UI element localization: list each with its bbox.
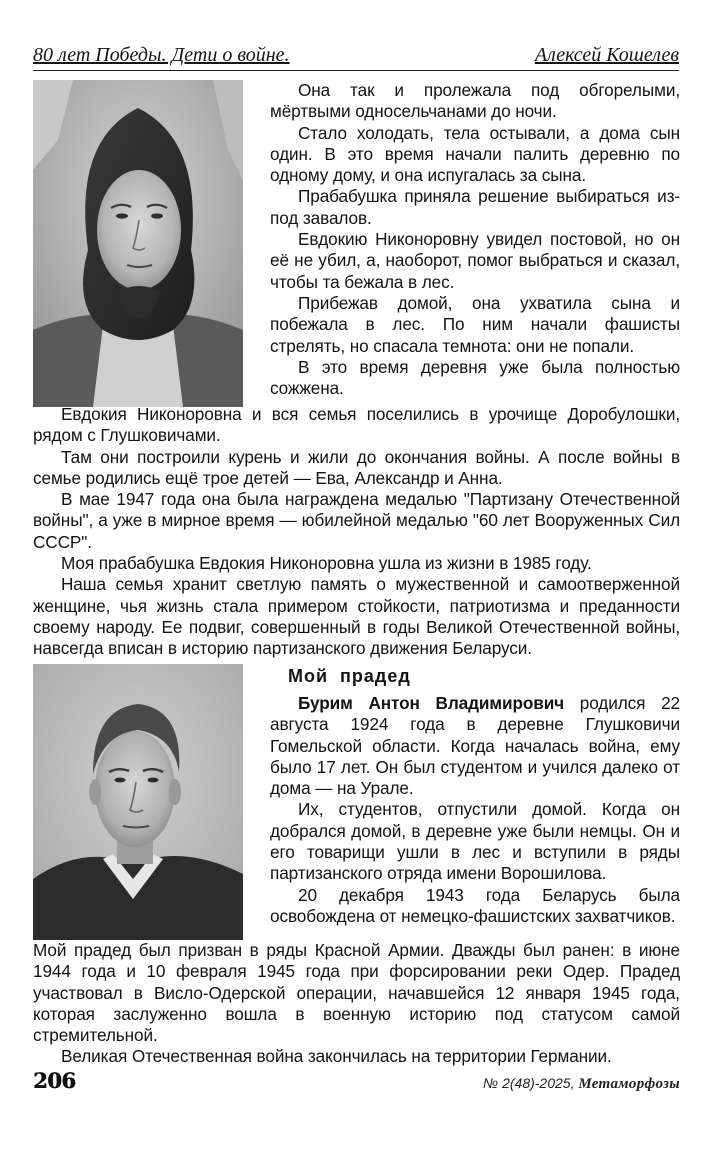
paragraph: Там они построили курень и жили до окончания войны. А после войны в семье родились ещё трое детей — Ева, Александр и Анна. [33,446,680,488]
issue-info [483,1075,680,1093]
article2-right-column [270,665,680,927]
article2-full-width [33,940,680,1068]
portrait-photo-great-grandmother [33,80,243,407]
person-name: Бурим Антон Владимирович [298,693,565,713]
paragraph: В это время деревня уже была полностью сожжена. [270,356,680,399]
paragraph: 20 декабря 1943 года Беларусь была освобождена от немецко-фашистских захватчиков. [270,884,680,926]
portrait-photo-great-grandfather [33,664,243,940]
running-header [33,44,679,71]
header-section-title: 80 лет Победы. Дети о войне. [33,44,290,66]
paragraph: Прабабушка приняла решение выбираться из-под завалов. [270,186,680,228]
paragraph: Евдокия Никоноровна и вся семья поселились в урочище Доробулошки, рядом с Глушковичами. [33,404,680,446]
lead-paragraph [270,693,680,799]
header-author: Алексей Кошелев [534,44,679,66]
issue-number: № 2(48)-2025, [483,1075,575,1091]
section-title: Мой прадед [288,666,411,686]
article1-right-column [270,80,680,399]
paragraph: Наша семья хранит светлую память о мужественной и самоотверженной женщине, чья жизнь стала примером стойкости, патриотизма и преданности своему народу. Ее подвиг, совершенный в годы Великой Отечественной войны, навсегда вписан в историю партизанского движения Беларуси. [33,574,680,659]
paragraph: Евдокию Никоноровну увидел постовой, но он её не убил, а, наоборот, помог выбраться и сказал, чтобы та бежала в лес. [270,229,680,292]
lead-text: родился 22 августа 1924 года в деревне Глушковичи Гомельской области. Когда началась война, ему было 17 лет. Он был студентом и учился далеко от дома — на Урале. [270,693,680,799]
article1-full-width [33,404,680,660]
paragraph: Она так и пролежала под обгорелыми, мёртвыми односельчанами до ночи. [270,80,680,122]
paragraph: Прибежав домой, она ухватила сына и побежала в лес. По ним начали фашисты стрелять, но спасала темнота: они не попали. [270,292,680,356]
page-number: 206 [33,1068,76,1093]
paragraph: Мой прадед был призван в ряды Красной Армии. Дважды был ранен: в июне 1944 года и 10 февраля 1945 года при форсировании реки Одер. Прадед участвовал в Висло-Одерской операции, начавшейся 12 января 1945 года, которая заслуженно вошла в военную историю под статусом самой стремительной. [33,940,680,1046]
paragraph: Великая Отечественная война закончилась на территории Германии. [61,1046,612,1067]
paragraph: Стало холодать, тела остывали, а дома сын один. В это время начали палить деревню по одному дому, и она испугалась за сына. [270,122,680,186]
paragraph: Моя прабабушка Евдокия Никоноровна ушла из жизни в 1985 году. [61,553,592,574]
magazine-name: Метаморфозы [578,1076,680,1092]
paragraph: В мае 1947 года она была награждена медалью "Партизану Отечественной войны", а уже в мирное время — юбилейной медалью "60 лет Вооруженных Сил СССР". [33,489,680,552]
paragraph: Их, студентов, отпустили домой. Когда он добрался домой, в деревне уже были немцы. Он и его товарищи ушли в лес и вступили в ряды партизанского отряда имени Ворошилова. [270,799,680,884]
